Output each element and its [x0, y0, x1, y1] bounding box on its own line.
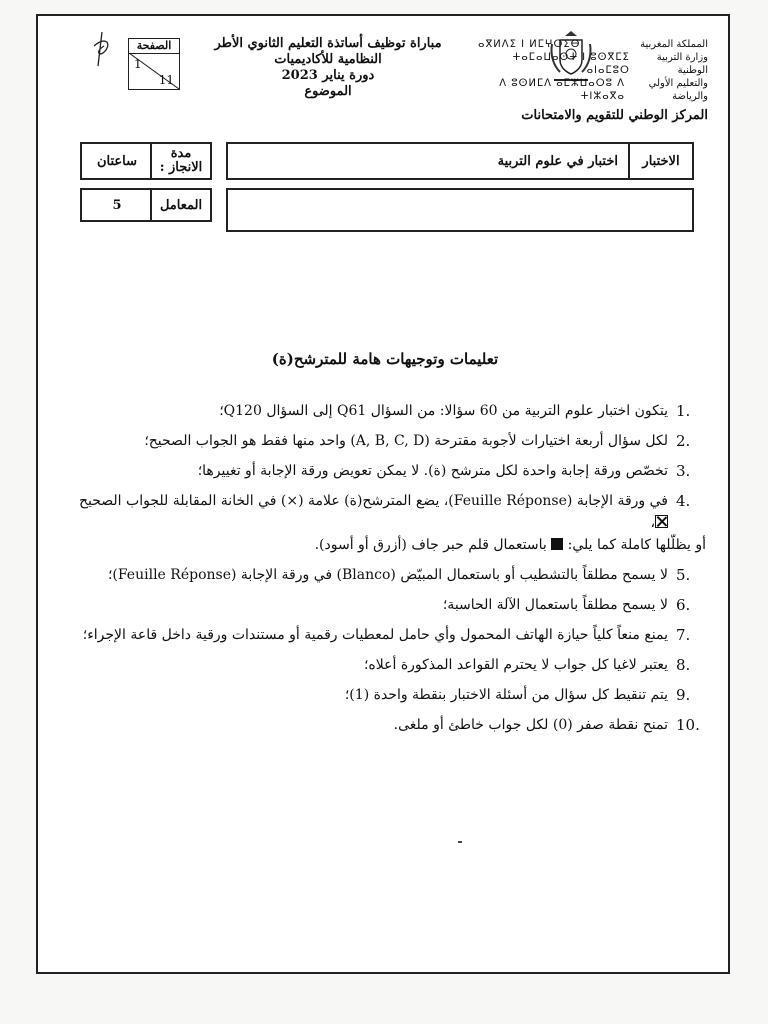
exam-page: [36, 14, 730, 974]
item-number: 7.: [676, 626, 691, 644]
item-number: 3.: [676, 462, 691, 480]
competition-header: [198, 36, 458, 100]
instructions-list: [66, 400, 706, 744]
coefficient-box: [80, 188, 212, 222]
page-total: 11: [158, 73, 174, 87]
tifinagh-line2: ⵜⴰⵎⴰⵡⴰⵙⵜ ⵏ ⵓⵙⴳⵎⵉ ⴰⵏⴰⵎⵓⵔ: [512, 52, 630, 76]
blank-box: [226, 188, 694, 232]
item-text: تخصّص ورقة إجابة واحدة لكل مترشح (ة). لا يمكن تعويض ورقة الإجابة أو تغييرها؛: [197, 463, 668, 479]
duration-label: مدة الانجاز :: [150, 144, 210, 178]
item-text: لا يسمح مطلقاً بالتشطيب أو باستعمال المبيّض (Blanco) في ورقة الإجابة (Feuille Réponse)؛: [107, 567, 668, 583]
list-item: [66, 624, 706, 646]
page-current: 1: [134, 57, 142, 71]
duration-value: ساعتان: [96, 153, 138, 169]
ministry-row-2: [478, 51, 708, 77]
ministry-line2: والتعليم الأولي والرياضة: [648, 78, 708, 102]
list-item: [66, 460, 706, 482]
ministry-line1: وزارة التربية الوطنية: [656, 52, 708, 76]
signature-mark: [88, 30, 118, 70]
instructions-title: تعليمات وتوجيهات هامة للمترشح(ة): [271, 350, 499, 368]
exam-value: اختبار في علوم التربية: [497, 153, 618, 169]
item-text: يتم تنقيط كل سؤال من أسئلة الاختبار بنقطة واحدة (1)؛: [344, 687, 668, 703]
ministry-header: [478, 38, 708, 122]
exam-value-wrap: [228, 144, 628, 178]
duration-box: [80, 142, 212, 180]
list-item: [66, 430, 706, 452]
page-label: الصفحة: [129, 39, 179, 54]
subject-word: الموضوع: [304, 84, 352, 99]
item-text: يمنع منعاً كلياً حيازة الهاتف المحمول وأي حامل لمعطيات رقمية أو مستندات ورقية داخل قاعة الإجراء؛: [82, 627, 668, 643]
list-item: [66, 490, 706, 556]
item-number: 10.: [676, 716, 700, 734]
item-number: 6.: [676, 596, 691, 614]
tifinagh-line3: ⴷ ⵓⵙⵍⵎⴷ ⴰⵎⵣⵡⴰⵔⵓ ⴷ ⵜⵏⵣⴰⴳⴰ: [499, 78, 625, 102]
item-cont-b: باستعمال قلم حبر جاف (أزرق أو أسود).: [314, 537, 547, 553]
item-text: لا يسمح مطلقاً باستعمال الآلة الحاسبة؛: [442, 597, 668, 613]
coefficient-label: المعامل: [150, 190, 210, 220]
item-text: يتكون اختبار علوم التربية من 60 سؤالا: من السؤال Q61 إلى السؤال Q120؛: [219, 403, 668, 419]
item-number: 4.: [676, 492, 691, 510]
item-number: 5.: [676, 566, 691, 584]
center-name: المركز الوطني للتقويم والامتحانات: [521, 108, 708, 123]
crossed-box-icon: [655, 515, 668, 528]
exam-box: [226, 142, 694, 180]
session: دورة يناير 2023: [281, 68, 375, 83]
kingdom-name: المملكة المغربية: [640, 39, 708, 50]
exam-label: الاختبار: [628, 144, 692, 178]
item-text: لكل سؤال أربعة اختيارات لأجوبة مقترحة (A, B, C, D) واحد منها فقط هو الجواب الصحيح؛: [144, 433, 668, 449]
item-continuation: [66, 534, 706, 556]
coefficient-value: 5: [112, 197, 122, 213]
item-cont-a: أو يظلّلها كاملة كما يلي:: [567, 537, 706, 553]
page-number-box: [128, 38, 180, 90]
list-item: [66, 684, 706, 706]
item-text: في ورقة الإجابة (Feuille Réponse)، يضع المترشح(ة) علامة (×) في الخانة المقابلة للجواب الصحيح: [78, 493, 668, 509]
item-number: 8.: [676, 656, 691, 674]
list-item: [66, 564, 706, 586]
item-number: 1.: [676, 402, 691, 420]
item-number: 9.: [676, 686, 691, 704]
item-number: 2.: [676, 432, 691, 450]
list-item: [66, 400, 706, 422]
filled-box-icon: [551, 538, 563, 550]
list-item: [66, 594, 706, 616]
item-text-end: ،: [650, 515, 655, 531]
item-text: يعتبر لاغيا كل جواب لا يحترم القواعد المذكورة أعلاه؛: [363, 657, 668, 673]
item-text: تمنح نقطة صفر (0) لكل جواب خاطئ أو ملغى.: [393, 717, 668, 733]
ministry-row-3: [478, 77, 708, 103]
competition-line1: مباراة توظيف أساتذة التعليم الثانوي الأطر: [214, 36, 442, 51]
list-item: [66, 654, 706, 676]
list-item: [66, 714, 706, 736]
stray-mark: [458, 841, 462, 843]
competition-line2: النظامية للأكاديميات: [274, 52, 382, 67]
tifinagh-line1: ⴰⴳⵍⴷⵉ ⵏ ⵍⵎⵖⵔⵉⴱ: [478, 39, 581, 50]
ministry-row-1: [478, 38, 708, 51]
